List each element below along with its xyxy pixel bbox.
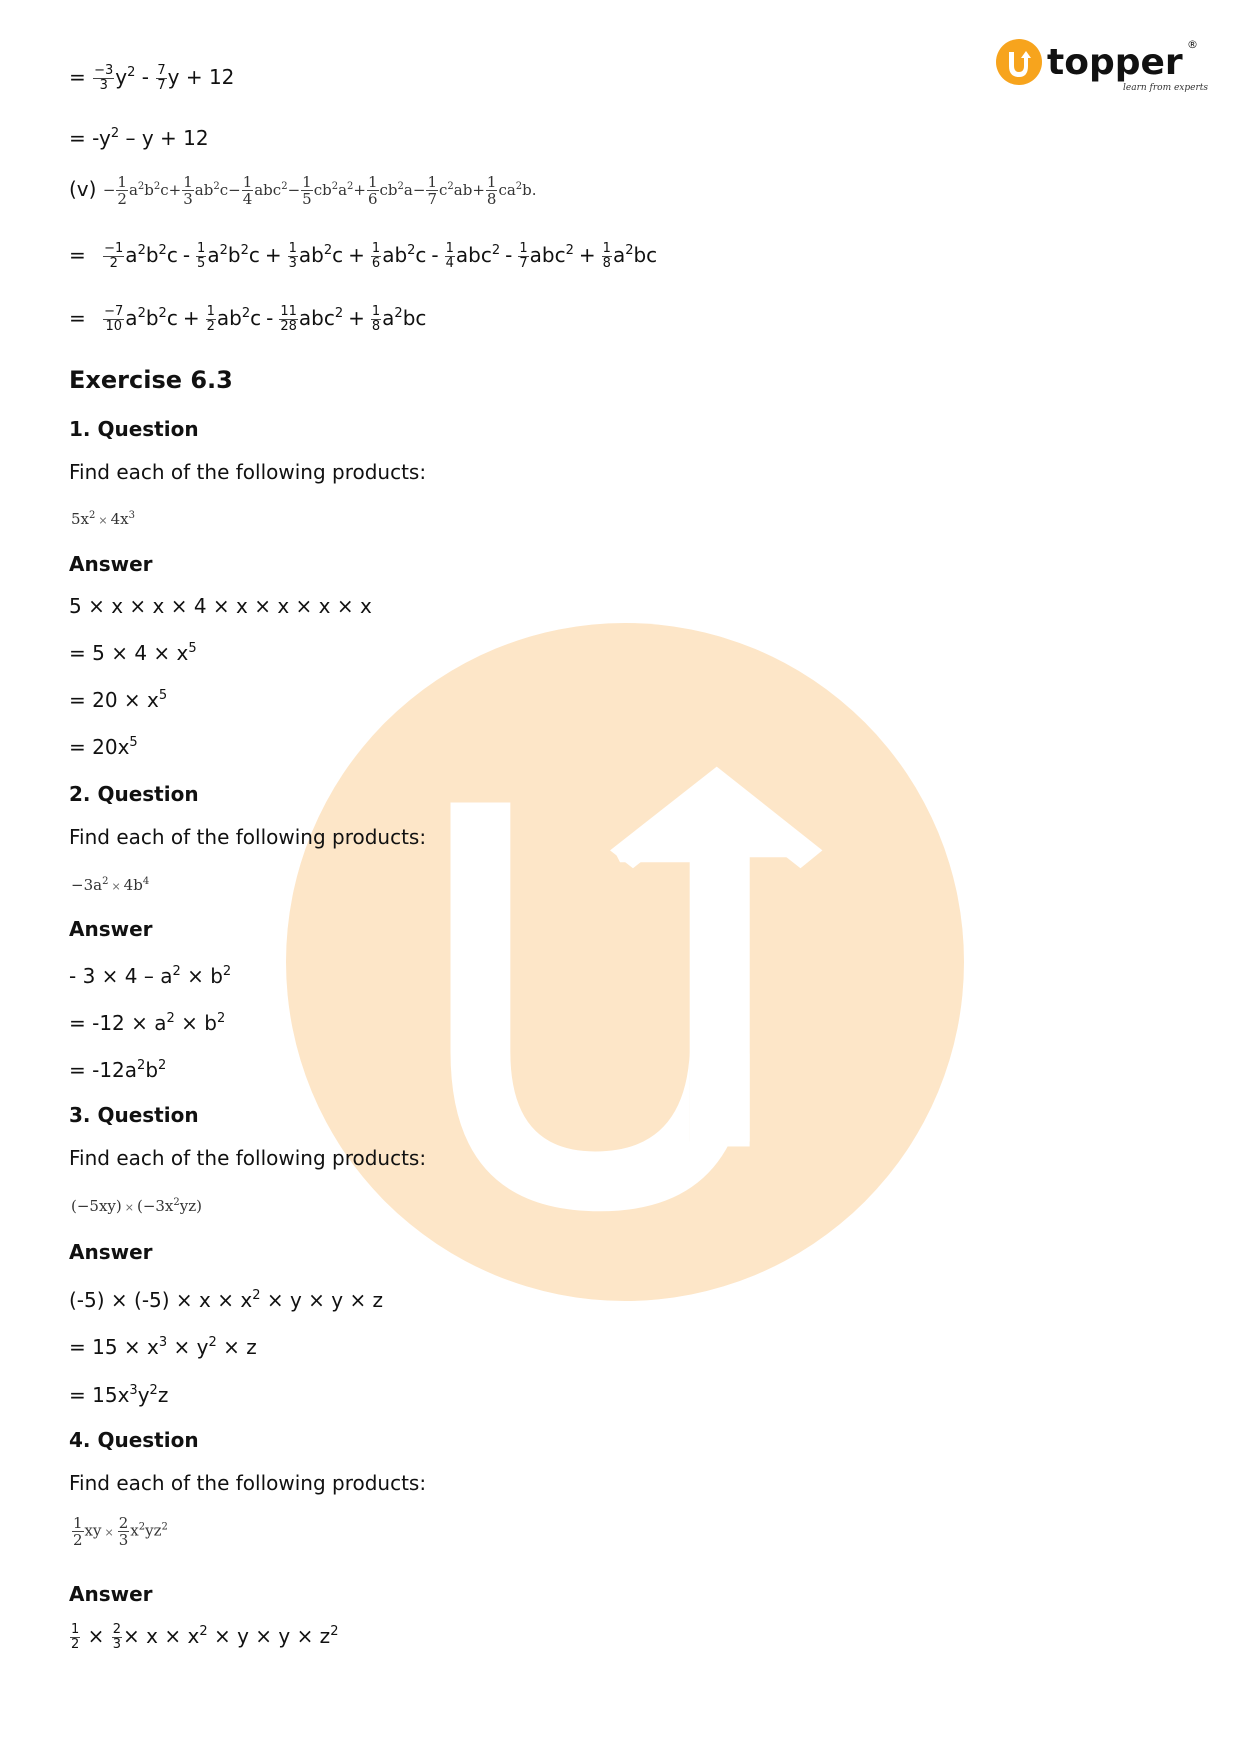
- expression-term: $\frac{-7}{10}$ $a^2b^2c$: [104, 304, 178, 334]
- part-v-term: + $\frac{1}{3}$ $ab^2c$: [168, 173, 229, 208]
- fraction: $\frac{1}{2}$: [73, 1514, 83, 1549]
- expression-term: + $\frac{1}{2}$ $ab^2c$: [182, 304, 262, 334]
- q1-step-1: 5 × x × x × 4 × x × x × x × x: [69, 594, 372, 618]
- question-3-expression: $(-5xy) \times (-3x^2yz)$: [71, 1197, 203, 1215]
- prev-step-line-1: = $\frac{-3}{3}$ $y^2$ - $\frac{7}{7}$ y + 12: [69, 63, 235, 93]
- question-3-heading: 3. Question: [69, 1103, 199, 1127]
- question-1-heading: 1. Question: [69, 417, 199, 441]
- q2-step-2: = $-12 \times a^2 \times b^2$: [69, 1011, 226, 1035]
- fraction: $\frac{1}{4}$: [242, 173, 253, 208]
- question-3-answer-label: Answer: [69, 1240, 153, 1264]
- expression-term: + $\frac{1}{3}$ $ab^2c$: [264, 241, 344, 271]
- logo-registered-mark: ®: [1187, 38, 1198, 51]
- question-1-answer-label: Answer: [69, 552, 153, 576]
- fraction: $\frac{1}{2}$: [206, 304, 215, 334]
- part-v-term: − $\frac{1}{4}$ abc$^2$: [228, 173, 288, 208]
- prev-step-line-2: = $-y^2 - y + 12$: [69, 126, 209, 150]
- logo-tagline: learn from experts: [1123, 83, 1209, 93]
- expression-term: - $\frac{1}{4}$ abc$^2$: [431, 241, 501, 271]
- q3-step-2: = $15 \times x^3 \times y^2 \times z$: [69, 1335, 257, 1359]
- question-2-answer-label: Answer: [69, 917, 153, 941]
- fraction: $\frac{2}{3}$: [112, 1622, 122, 1652]
- question-2-expression: $-3a^2 \times 4b^4$: [71, 876, 150, 894]
- fraction: $\frac{2}{3}$: [118, 1514, 129, 1549]
- question-4-heading: 4. Question: [69, 1428, 199, 1452]
- fraction: $\frac{1}{6}$: [367, 173, 378, 208]
- fraction: $\frac{1}{3}$: [288, 241, 297, 271]
- part-v-term: − $\frac{1}{5}$ $cb^2a^2$: [287, 173, 354, 208]
- fraction: $\frac{1}{8}$: [602, 241, 611, 271]
- logo-wordmark: topper: [1047, 42, 1183, 83]
- question-4-answer-label: Answer: [69, 1582, 153, 1606]
- question-1-expression: $5x^2 \times 4x^3$: [71, 510, 135, 528]
- fraction: $\frac{1}{2}$: [71, 1622, 80, 1652]
- expression-term: - $\frac{1}{7}$ abc$^2$: [505, 241, 574, 271]
- expression-term: + $\frac{1}{6}$ $ab^2c$: [348, 241, 427, 271]
- part-v-term: − $\frac{1}{2}$ $a^2b^2c$: [102, 173, 169, 208]
- question-3-prompt: Find each of the following products:: [69, 1146, 427, 1170]
- question-4-prompt: Find each of the following products:: [69, 1471, 427, 1495]
- fraction: $\frac{1}{5}$: [197, 241, 206, 271]
- fraction: $\frac{1}{8}$: [371, 304, 381, 334]
- prev-step-line-5: = $\frac{-7}{10}$ $a^2b^2c$ + $\frac{1}{2}$ $ab^2c$ - $\frac{11}{28}$ abc$^2$ + $\frac{1}{8}$ $a^2bc$: [69, 304, 427, 334]
- fraction: $\frac{1}{3}$: [183, 173, 193, 208]
- fraction: $\frac{1}{7}$: [427, 173, 437, 208]
- q4-step-1: $\frac{1}{2}$ × $\frac{2}{3}$ × $x \times x^2 \times y \times y \times z^2$: [71, 1622, 339, 1652]
- q3-step-3: = $15x^3y^2z$: [69, 1383, 169, 1407]
- fraction: $\frac{7}{7}$: [157, 63, 166, 93]
- fraction: $\frac{1}{4}$: [445, 241, 454, 271]
- fraction: $\frac{1}{5}$: [302, 173, 312, 208]
- fraction: $\frac{1}{2}$: [117, 173, 127, 208]
- part-v-expression: (v) − $\frac{1}{2}$ $a^2b^2c+$ $\frac{1}{3}$ $ab^2c-$ $\frac{1}{4}$ abc$^2$− $\frac{1}{5}$ $cb^2a^2+$ $\frac{1}{6}$ $cb^2a-$ $\frac{1}{7}$ $c^2ab+$ $\frac{1}{8}$ $ca^2b$.: [69, 173, 537, 208]
- expression-term: + $\frac{1}{8}$ $a^2bc$: [348, 304, 427, 334]
- q1-step-4: = $20x^5$: [69, 735, 138, 759]
- line-4-terms: [92, 241, 658, 271]
- expression-term: - $\frac{1}{5}$ $a^2b^2c$: [182, 241, 260, 271]
- fraction: $\frac{1}{7}$: [519, 241, 528, 271]
- expression-term: $\frac{-1}{2}$ $a^2b^2c$: [104, 241, 178, 271]
- watermark-logo: [286, 623, 964, 1301]
- line-5-terms: [92, 304, 427, 334]
- q1-step-3: = $20 \times x^5$: [69, 688, 168, 712]
- expression-term: - $\frac{11}{28}$ abc$^2$: [266, 304, 344, 334]
- fraction: $\frac{-7}{10}$: [104, 304, 124, 334]
- question-1-prompt: Find each of the following products:: [69, 460, 427, 484]
- prev-step-line-4: = $\frac{-1}{2}$ $a^2b^2c$ - $\frac{1}{5}$ $a^2b^2c$ + $\frac{1}{3}$ $ab^2c$ + $\frac{1}{6}$ $ab^2c$ - $\frac{1}{4}$ abc$^2$ - $\frac{1}{7}$ abc$^2$ + $\frac{1}{8}$ $a^2bc$: [69, 241, 658, 271]
- q3-step-1: $(-5) \times (-5) \times x \times x^2 \times y \times y \times z$: [69, 1288, 384, 1312]
- logo-circle-icon: [996, 39, 1042, 85]
- q1-step-2: = $5 \times 4 \times x^5$: [69, 641, 197, 665]
- question-2-prompt: Find each of the following products:: [69, 825, 427, 849]
- fraction: $\frac{-1}{2}$: [104, 241, 124, 271]
- question-4-expression: $\frac{1}{2}$ xy × $\frac{2}{3}$ $x^2yz^2$: [73, 1514, 168, 1549]
- brand-logo: [995, 34, 1209, 96]
- expression-term: + $\frac{1}{8}$ $a^2bc$: [578, 241, 658, 271]
- q2-step-3: = $-12a^2b^2$: [69, 1058, 167, 1082]
- fraction: $\frac{1}{6}$: [371, 241, 381, 271]
- exercise-title: Exercise 6.3: [69, 366, 233, 394]
- part-v-term: − $\frac{1}{7}$ $c^2ab$: [412, 173, 473, 208]
- part-v-term: + $\frac{1}{6}$ $cb^2a$: [353, 173, 413, 208]
- fraction: $\frac{-3}{3}$: [94, 63, 114, 93]
- question-2-heading: 2. Question: [69, 782, 199, 806]
- part-v-term: + $\frac{1}{8}$ $ca^2b$.: [472, 173, 537, 208]
- q2-step-1: - $3 \times 4 - a^2 \times b^2$: [69, 964, 232, 988]
- fraction: $\frac{11}{28}$: [280, 304, 297, 334]
- fraction: $\frac{1}{8}$: [486, 173, 497, 208]
